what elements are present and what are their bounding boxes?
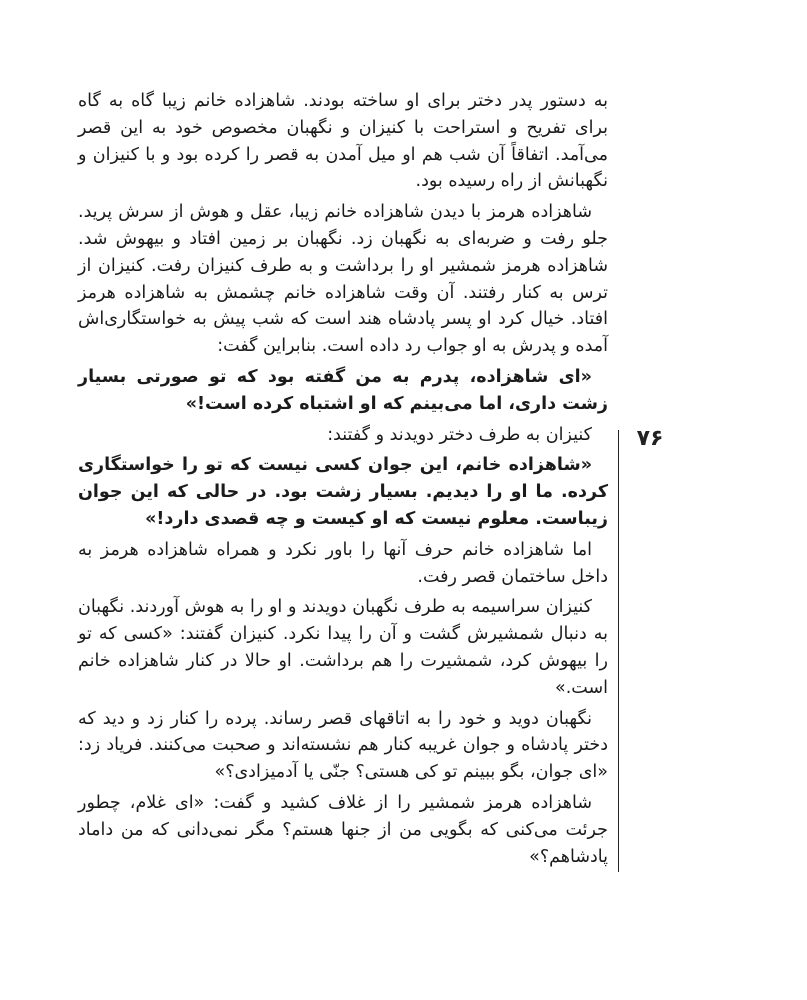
paragraph-princess-disbelief: اما شاهزاده خانم حرف آنها را باور نکرد و همراه شاهزاده هرمز به داخل ساختمان قصر رفت.: [78, 539, 608, 587]
paragraph-hormoz-replies: شاهزاده هرمز شمشیر را از غلاف کشید و گفت: «ای غلام، چطور جرئت می‌کنی که بگویی من از جنها هستم؟ مگر نمی‌دانی که من داماد پادشاهم؟»: [78, 792, 608, 867]
paragraph-guard-wakes: کنیزان سراسیمه به طرف نگهبان دویدند و او را به هوش آوردند. نگهبان به دنبال شمشیرش گشت و آن را پیدا نکرد. کنیزان گفتند: «کسی که تو را بیهوش کرد، شمشیرت را هم برداشت. او حالا در کنار شاهزاده خانم است.»: [78, 597, 608, 698]
body-text: [78, 88, 608, 874]
paragraph-guard-confronts: نگهبان دوید و خود را به اتاقهای قصر رساند. پرده را کنار زد و دید که دختر پادشاه و جوان غریبه کنار هم نشسته‌اند و صحبت می‌کنند. فریاد زد: «ای جوان، بگو ببینم تو کی هستی؟ جنّی یا آدمیزادی؟»: [78, 708, 608, 783]
paragraph-maids-run: کنیزان به طرف دختر دویدند و گفتند:: [327, 424, 592, 445]
paragraph-intro: به دستور پدر دختر برای او ساخته بودند. شاهزاده خانم زیبا گاه به گاه برای تفریح و استراحت با کنیزان و نگهبان مخصوص خود به این قصر می‌آمد. اتفاقاً آن شب هم او میل آمدن به قصر را کرده بود و با کنیزان و نگهبانش از راه رسیده بود.: [78, 91, 608, 192]
paragraph-princess-speech: «ای شاهزاده، پدرم به من گفته بود که تو صورتی بسیار زشت داری، اما می‌بینم که او اشتباه کرده است!»: [78, 366, 608, 414]
paragraph-maids-speech: «شاهزاده خانم، این جوان کسی نیست که تو را خواستگاری کرده. ما او را دیدیم. بسیار زشت بود. در حالی که این جوان زیباست. معلوم نیست که او کیست و چه قصدی دارد!»: [78, 455, 608, 529]
paragraph-hormoz-attacks: شاهزاده هرمز با دیدن شاهزاده خانم زیبا، عقل و هوش از سرش پرید. جلو رفت و ضربه‌ای به نگهبان زد. نگهبان بر زمین افتاد و بیهوش شد. شاهزاده هرمز شمشیر او را برداشت و به طرف کنیزان رفت. کنیزان از ترس به کنار رفتند. آن وقت شاهزاده خانم چشمش به شاهزاده هرمز افتاد. خیال کرد او پسر پادشاه هند است که شب پیش به خواستگاری‌اش آمده و پدرش به او جواب رد داده است. بنابراین گفت:: [78, 202, 608, 357]
margin-rule: [618, 430, 619, 872]
page-number: ۷۶: [636, 426, 664, 451]
